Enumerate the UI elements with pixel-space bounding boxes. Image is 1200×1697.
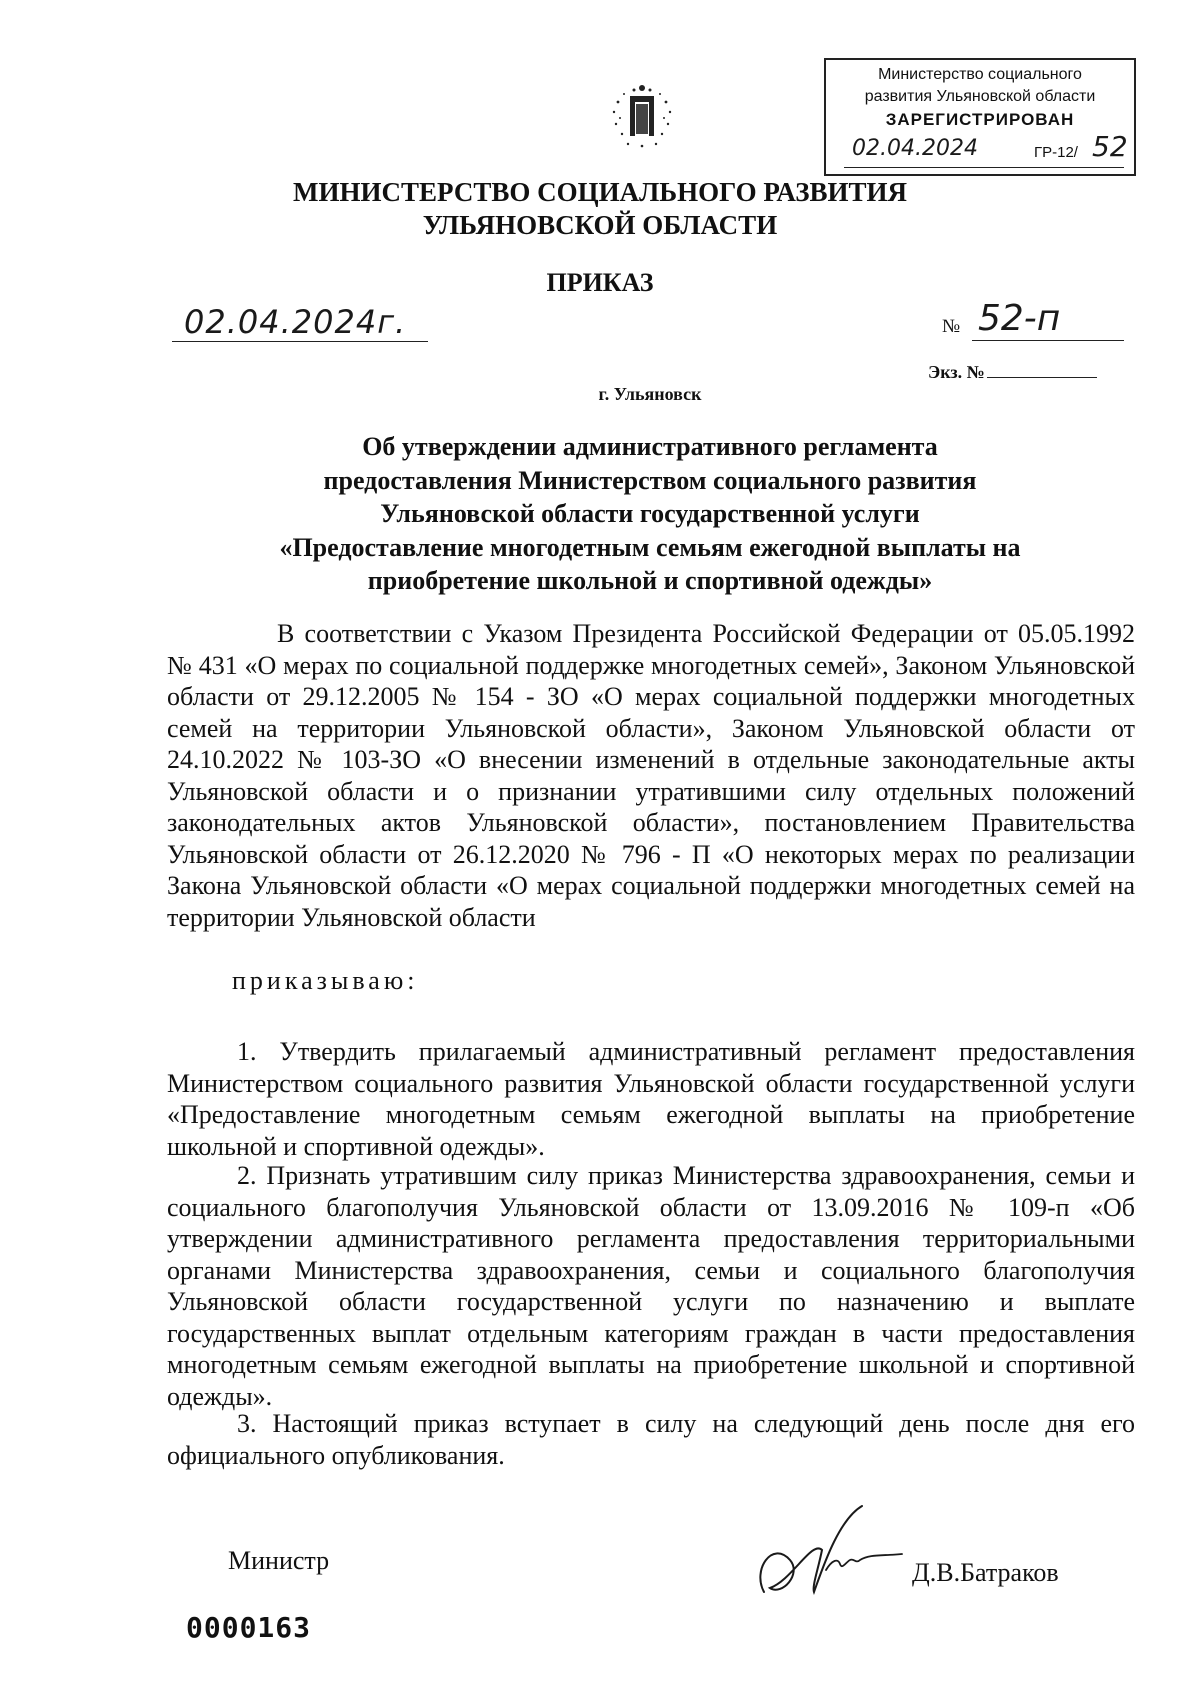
copy-number-blank: [987, 363, 1097, 378]
order-number: 52-п: [978, 298, 1061, 339]
stamp-prefix: ГР-12/: [1034, 144, 1078, 161]
order-date: 02.04.2024г.: [184, 303, 407, 341]
subject-line-5: приобретение школьной и спортивной одежды»: [367, 566, 933, 595]
stamp-status: ЗАРЕГИСТРИРОВАН: [885, 110, 1075, 129]
preamble-paragraph: В соответствии с Указом Президента Российской Федерации от 05.05.1992 № 431 «О мерах по социальной поддержке многодетных семей», Законом Ульяновской области от 29.12.2005 № 154 - ЗО «О мерах социальной поддержки многодетных семей на территории Ульяновской области», Законом Ульяновской области от 24.10.2022 № 103-ЗО «О внесении изменений в отдельные законодательные акты Ульяновской области и о признании утратившими силу отдельных положений законодательных актов Ульяновской области», постановлением Правительства Ульяновской области от 26.12.2020 № 796 - П «О некоторых мерах по реализации Закона Ульяновской области «О мерах социальной поддержки многодетных семей на территории Ульяновской области: [167, 619, 1135, 932]
order-item-2: 2. Признать утратившим силу приказ Министерства здравоохранения, семьи и социального благополучия Ульяновской области от 13.09.2016 № 109-п «Об утверждении административного регламента предоставления территориальными органами Министерства здравоохранения, семьи и социального благополучия Ульяновской области государственной услуги по назначению и выплате государственных выплат отдельным категориям граждан в части предоставления многодетным семьям ежегодной выплаты на приобретение школьной и спортивной одежды».: [167, 1161, 1135, 1411]
stamp-line-2: развития Ульяновской области: [864, 88, 1096, 105]
stamp-registration-row: [844, 130, 1128, 166]
registration-stamp: [824, 58, 1136, 176]
coat-of-arms-icon: [606, 78, 678, 154]
stamp-underline: [844, 167, 1124, 168]
handwritten-signature-icon: [742, 1500, 932, 1600]
ministry-name: [0, 176, 1200, 242]
order-item-3: 3. Настоящий приказ вступает в силу на следующий день после дня его официального опубликования.: [167, 1409, 1135, 1470]
ministry-name-line-1: МИНИСТЕРСТВО СОЦИАЛЬНОГО РАЗВИТИЯ: [293, 177, 907, 207]
subject-line-2: предоставления Министерством социального развития: [323, 465, 977, 495]
subject-line-3: Ульяновской области государственной услуги: [380, 499, 920, 528]
copy-number: [928, 362, 1097, 383]
order-number-field: [972, 300, 1124, 341]
ministry-name-line-2: УЛЬЯНОВСКОЙ ОБЛАСТИ: [422, 210, 778, 240]
signer-position: Министр: [228, 1546, 330, 1575]
signer-name: Д.В.Батраков: [912, 1558, 1059, 1587]
subject-line-1: Об утверждении административного регламента: [362, 432, 938, 461]
order-item-1: 1. Утвердить прилагаемый административный регламент предоставления Министерством социального развития Ульяновской области государственной услуги «Предоставление многодетным семьям ежегодной выплаты на приобретение школьной и спортивной одежды».: [167, 1037, 1135, 1161]
order-subject: [240, 430, 1060, 598]
stamp-line-1: Министерство социального: [878, 66, 1082, 83]
copy-number-label: Экз. №: [928, 362, 985, 382]
document-type: ПРИКАЗ: [546, 268, 654, 297]
stamp-date: 02.04.2024: [852, 136, 978, 161]
registration-code: 0000163: [186, 1611, 312, 1644]
stamp-number: 52: [1092, 130, 1128, 163]
order-number-label: №: [942, 316, 961, 337]
subject-line-4: «Предоставление многодетным семьям ежегодной выплаты на: [279, 532, 1021, 562]
order-date-field: [172, 301, 428, 342]
order-word: приказываю:: [232, 966, 419, 995]
city: г. Ульяновск: [598, 384, 702, 404]
